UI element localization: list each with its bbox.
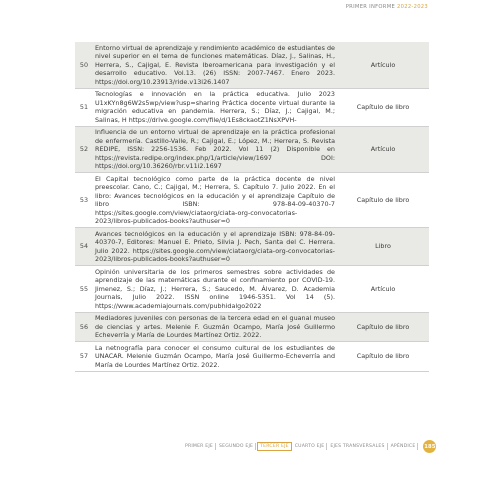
table-row bbox=[75, 228, 429, 266]
footer-nav bbox=[183, 440, 436, 453]
reference-text: Entorno virtual de aprendizaje y rendimiento académico de estudiantes de nivel superior en el tema de funciones matemáticas. Díaz, J., Salinas, H., Herrera, S., Cajigal, E. Revista Iberoamericana para investigación y el desarrollo educativo. Vol.13. (26) ISSN: 2007-7467. Enero 2023. https://doi.org/10.23913/ride.v13i26.1407 bbox=[95, 43, 335, 86]
footer-section-5[interactable]: EJES TRANSVERSALES bbox=[328, 443, 387, 450]
table-row bbox=[75, 42, 429, 88]
reference-text: Influencia de un entorno virtual de aprendizaje en la práctica profesional de enfermería. Castillo-Valle, R.; Cajigal, E.; López, M.; Herrera, S. Revista REDIPE, ISSN: 2256-1536. Feb 2022. Vol 11 (2) Disponible en https://revista.redipe.org/index.php/1/article/view/1697 DOI: https://doi.org/10.36260/rbr.v11i2.1697 bbox=[95, 128, 335, 170]
publication-type: Capítulo de libro bbox=[356, 322, 410, 331]
reference-text: Opinión universitaria de los primeros semestres sobre actividades de aprendizaje de las matemáticas durante el confinamiento por COVID-19. Jimenez, S.; Díaz, J.; Herrera, S.; Saucedo, M. Álvarez, D. Academia Journals, Julio 2022. ISSN online 1946-5351. Vol 14 (5). https://www.academiajournals.com/pubhidalgo2022 bbox=[95, 267, 335, 310]
publication-type: Capítulo de libro bbox=[356, 102, 410, 111]
publication-type: Capítulo de libro bbox=[356, 195, 410, 204]
page-header bbox=[346, 4, 428, 10]
publication-type: Artículo bbox=[370, 284, 396, 293]
row-number: 56 bbox=[79, 322, 89, 331]
report-title: PRIMER INFORME bbox=[345, 4, 396, 10]
row-number: 53 bbox=[79, 195, 89, 204]
row-number: 52 bbox=[79, 145, 89, 153]
table-row bbox=[75, 88, 429, 126]
row-number: 50 bbox=[79, 60, 89, 69]
publication-type: Artículo bbox=[370, 60, 396, 69]
row-number: 54 bbox=[79, 242, 89, 251]
publication-type: Capítulo de libro bbox=[356, 352, 410, 360]
reference-text: Tecnologías e innovación en la práctica educativa. Julio 2023 U1xKYn8g6W2s5wp/view?usp=sharing Práctica docente virtual durante la migración educativa en pandemia. Herrera, S.; Díaz, J.; Cajigal, M.; Salinas, H https://drive.google.com/file/d/1Es8ckaotZ1NsXPVH- bbox=[95, 90, 335, 124]
reference-text: La netnografía para conocer el consumo cultural de los estudiantes de UNACAR. Melenie Guzmán Ocampo, María José Guillermo-Echeverría and María de Lourdes Martínez Ortiz. 2022. bbox=[95, 343, 335, 369]
footer-section-2[interactable]: SEGUNDO EJE bbox=[217, 443, 256, 450]
table-row bbox=[75, 312, 429, 342]
publication-type: Artículo bbox=[370, 145, 396, 153]
row-number: 51 bbox=[79, 102, 89, 111]
report-year: 2022-2023 bbox=[397, 4, 428, 10]
footer-section-4[interactable]: CUARTO EJE bbox=[293, 443, 328, 450]
footer-section-6[interactable]: APÉNDICE bbox=[389, 443, 419, 450]
table-row bbox=[75, 342, 429, 372]
reference-text: Avances tecnológicos en la educación y el aprendizaje ISBN: 978-84-09-40370-7, Editores: Manuel E. Prieto, Silvia J. Pech, Santa del C. Herrera. Julio 2022. https://sites.google.com/view/ciataorg/ciata-org-convocatorias-2023/libros-publicados-books?authuser=0 bbox=[95, 229, 335, 263]
table-row bbox=[75, 266, 429, 313]
publications-table bbox=[75, 42, 425, 372]
reference-text: El Capital tecnológico como parte de la práctica docente de nivel preescolar. Cano, C.; Cajigal, M.; Herrera, S. Capítulo 7. Julio 2022. En el libro: Avances tecnológicos en la educación y el aprendizaje Capítulo de libro ISBN: 978-84-09-40370-7 https://sites.google.com/view/ciataorg/ciata-org-convocatorias-2023/libros-publicados-books?authuser=0 bbox=[95, 174, 335, 225]
page-number-badge: 185 bbox=[423, 440, 436, 453]
table-row bbox=[75, 126, 429, 173]
row-number: 55 bbox=[79, 284, 89, 293]
footer-section-1[interactable]: PRIMER EJE bbox=[183, 443, 216, 450]
footer-section-3[interactable]: TERCER EJE bbox=[257, 442, 292, 451]
reference-text: Mediadores juveniles con personas de la tercera edad en el guanal museo de ciencias y artes. Melenie F. Guzmán Ocampo, María José Guillermo Echeverría y María de Lourdes Martínez Ortiz. 2022. bbox=[95, 314, 335, 339]
publication-type: Libro bbox=[375, 242, 391, 251]
table-row bbox=[75, 173, 429, 228]
row-number: 57 bbox=[79, 352, 89, 360]
